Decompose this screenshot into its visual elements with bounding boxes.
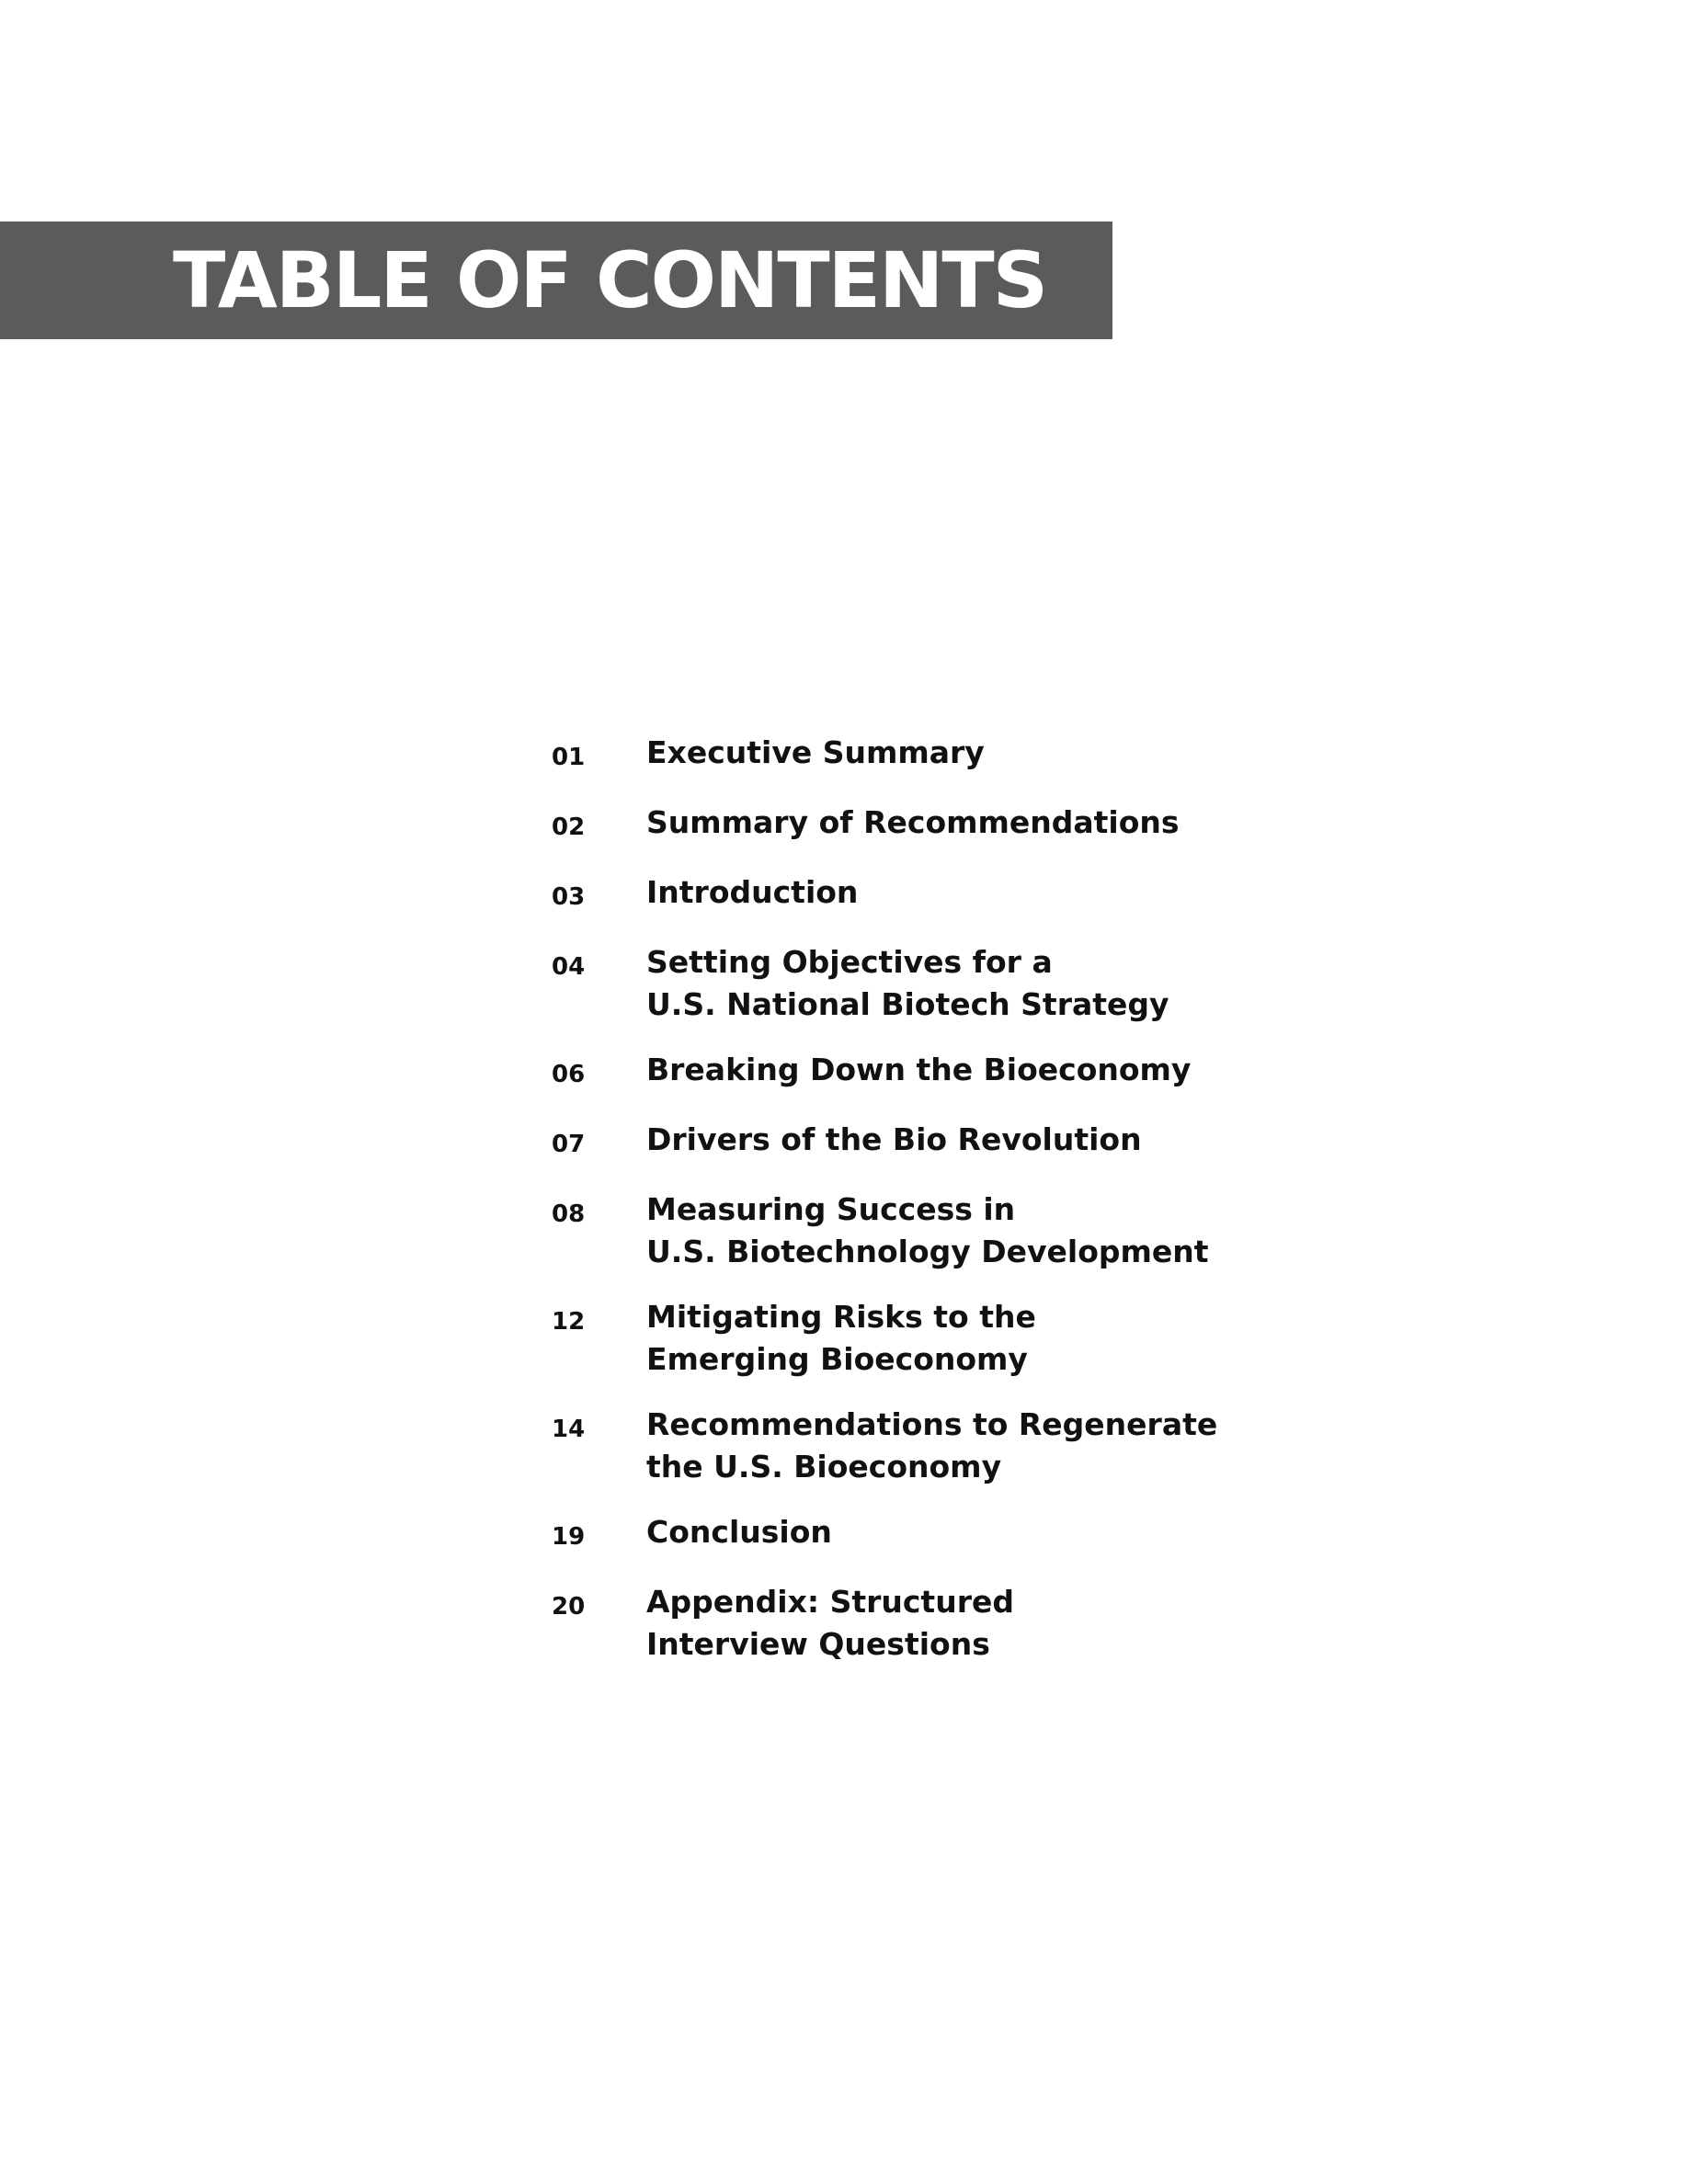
toc-entry-line: the U.S. Bioeconomy xyxy=(646,1449,1002,1484)
toc-entry-line: Measuring Success in xyxy=(646,1191,1016,1227)
title-banner xyxy=(0,222,1112,339)
toc-item[interactable] xyxy=(552,871,1563,918)
toc-entry-line: Interview Questions xyxy=(646,1626,990,1662)
toc-entry-line: U.S. National Biotech Strategy xyxy=(646,986,1169,1022)
toc-entry-line: U.S. Biotechnology Development xyxy=(646,1234,1209,1269)
toc-entry-line: Drivers of the Bio Revolution xyxy=(646,1121,1142,1157)
toc-entry-line: Mitigating Risks to the xyxy=(646,1299,1036,1335)
toc-entry-line: Emerging Bioeconomy xyxy=(646,1341,1028,1377)
toc-page-number: 08 xyxy=(552,1200,586,1228)
toc-page-number: 01 xyxy=(552,744,586,771)
toc-item[interactable] xyxy=(552,1581,1563,1666)
toc-page-number: 02 xyxy=(552,813,586,841)
toc-entry-line: Summary of Recommendations xyxy=(646,804,1180,840)
toc-entry-title xyxy=(646,1511,832,1553)
table-of-contents xyxy=(552,732,1563,1689)
toc-item[interactable] xyxy=(552,732,1563,779)
toc-entry-title xyxy=(646,1296,1036,1381)
toc-entry-line: Appendix: Structured xyxy=(646,1584,1014,1620)
toc-entry-title xyxy=(646,871,858,914)
page-title: TABLE OF CONTENTS xyxy=(173,235,1047,325)
toc-page-number: 07 xyxy=(552,1131,586,1158)
toc-entry-title xyxy=(646,1049,1191,1091)
toc-entry-line: Breaking Down the Bioeconomy xyxy=(646,1052,1192,1087)
toc-item[interactable] xyxy=(552,1189,1563,1273)
toc-item[interactable] xyxy=(552,1404,1563,1488)
toc-entry-line: Introduction xyxy=(646,874,859,910)
toc-page-number: 03 xyxy=(552,883,586,911)
toc-entry-title xyxy=(646,941,1169,1026)
toc-entry-title xyxy=(646,1581,1014,1666)
toc-entry-title xyxy=(646,1404,1217,1488)
toc-entry-line: Conclusion xyxy=(646,1514,832,1550)
toc-page-number: 20 xyxy=(552,1593,586,1621)
toc-item[interactable] xyxy=(552,1296,1563,1381)
toc-item[interactable] xyxy=(552,1511,1563,1558)
toc-page-number: 04 xyxy=(552,953,586,981)
toc-page-number: 19 xyxy=(552,1523,586,1551)
toc-entry-line: Setting Objectives for a xyxy=(646,944,1053,980)
toc-entry-title xyxy=(646,1189,1209,1273)
toc-page-number: 12 xyxy=(552,1308,586,1336)
toc-entry-title xyxy=(646,1119,1142,1161)
toc-entry-title xyxy=(646,802,1180,844)
toc-page-number: 06 xyxy=(552,1061,586,1088)
toc-item[interactable] xyxy=(552,941,1563,1026)
toc-page-number: 14 xyxy=(552,1416,586,1443)
toc-item[interactable] xyxy=(552,802,1563,848)
toc-entry-title xyxy=(646,732,985,774)
toc-item[interactable] xyxy=(552,1049,1563,1096)
toc-entry-line: Executive Summary xyxy=(646,734,985,770)
toc-item[interactable] xyxy=(552,1119,1563,1166)
toc-entry-line: Recommendations to Regenerate xyxy=(646,1406,1218,1442)
